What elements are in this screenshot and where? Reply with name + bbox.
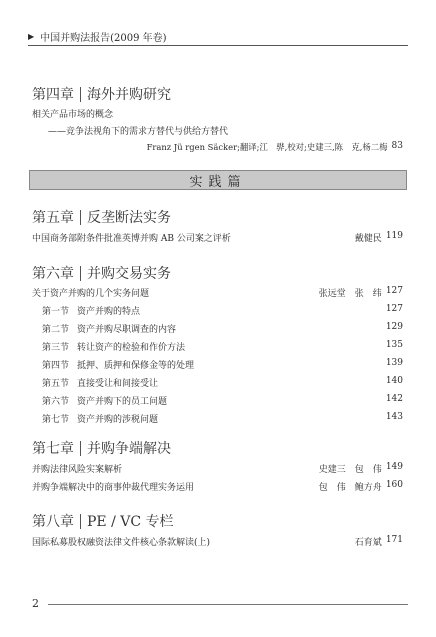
- section-number: 第二节: [42, 325, 70, 335]
- chapter-5-heading: [32, 207, 171, 227]
- header-title: 中国并购法报告(2009 年卷): [40, 33, 167, 44]
- toc-entry-author-line[interactable]: [32, 141, 403, 153]
- toc-entry-author: 张远堂 张 纬: [318, 289, 382, 299]
- chapter-label: 第六章: [32, 266, 74, 282]
- toc-entry-author: 戴健民: [354, 234, 382, 244]
- toc-entry[interactable]: [32, 480, 403, 493]
- toc-entry-page: 171: [385, 535, 403, 545]
- section-page: 127: [385, 304, 403, 314]
- toc-entry-author: 史建三 包 伟: [318, 465, 382, 475]
- toc-section[interactable]: [42, 322, 403, 335]
- chapter-divider: [80, 210, 81, 225]
- section-title: 直接受让和间接受让: [77, 379, 159, 389]
- chapter-label: 第八章: [32, 514, 74, 530]
- section-title: 资产并购尽职调查的内容: [77, 325, 177, 335]
- toc-entry-author: 包 伟 鲍方舟: [318, 483, 382, 493]
- toc-entry[interactable]: [32, 535, 403, 548]
- toc-entry-page: 160: [385, 480, 403, 490]
- chapter-label: 第五章: [32, 210, 74, 226]
- chapter-divider: [80, 87, 81, 102]
- toc-entry-page: 149: [385, 462, 403, 472]
- toc-entry-title: 国际私募股权融资法律文件核心条款解读(上): [32, 538, 211, 548]
- section-title: 抵押、质押和保修金等的处理: [77, 361, 195, 371]
- part-banner: [29, 170, 407, 190]
- triangle-icon: ▶: [28, 32, 35, 41]
- section-page: 139: [385, 358, 403, 368]
- footer-rule: [48, 604, 408, 605]
- section-number: 第五节: [42, 379, 70, 389]
- toc-entry-title: 相关产品市场的概念: [32, 110, 114, 120]
- section-number: 第七节: [42, 415, 70, 425]
- toc-entry-line[interactable]: [32, 107, 403, 120]
- running-header: [28, 29, 167, 44]
- toc-entry-title: 并购争端解决中的商事仲裁代理实务运用: [32, 483, 195, 493]
- chapter-title: 海外并购研究: [87, 87, 171, 103]
- chapter-divider: [80, 266, 81, 281]
- toc-entry[interactable]: [32, 286, 403, 299]
- chapter-divider: [80, 514, 81, 529]
- chapter-title: 并购交易实务: [87, 266, 171, 282]
- toc-entry-subtitle[interactable]: [48, 124, 403, 137]
- toc-entry-page: 83: [391, 141, 403, 151]
- section-number: 第一节: [42, 307, 70, 317]
- chapter-title: 并购争端解决: [87, 441, 171, 457]
- chapter-4-heading: [32, 84, 171, 104]
- header-rule: [28, 45, 408, 46]
- part-title: 实践篇: [189, 174, 247, 190]
- section-page: 142: [385, 394, 403, 404]
- toc-section[interactable]: [42, 394, 403, 407]
- chapter-title: PE / VC 专栏: [87, 514, 174, 530]
- toc-section[interactable]: [42, 304, 403, 317]
- section-number: 第六节: [42, 397, 70, 407]
- toc-section[interactable]: [42, 412, 403, 425]
- toc-entry-title: 并购法律风险实案解析: [32, 465, 123, 475]
- chapter-7-heading: [32, 438, 171, 458]
- toc-section[interactable]: [42, 340, 403, 353]
- chapter-divider: [80, 441, 81, 456]
- toc-entry-author: 石育斌: [354, 538, 382, 548]
- chapter-label: 第七章: [32, 441, 74, 457]
- section-title: 转让资产的检验和作价方法: [77, 343, 186, 353]
- section-number: 第四节: [42, 361, 70, 371]
- section-title: 资产并购下的员工问题: [77, 397, 168, 407]
- page-number: 2: [32, 597, 39, 610]
- toc-entry[interactable]: [32, 462, 403, 475]
- chapter-8-heading: [32, 511, 174, 531]
- section-page: 143: [385, 412, 403, 422]
- section-page: 135: [385, 340, 403, 350]
- section-title: 资产并购的涉税问题: [77, 415, 159, 425]
- toc-entry-author: Franz Jü rgen Säcker;翻译;江 骅,校对;史建三,陈 克,杨二梅: [146, 142, 388, 152]
- toc-section[interactable]: [42, 376, 403, 389]
- chapter-label: 第四章: [32, 87, 74, 103]
- chapter-title: 反垄断法实务: [87, 210, 171, 226]
- section-page: 129: [385, 322, 403, 332]
- toc-entry-title: 关于资产并购的几个实务问题: [32, 289, 150, 299]
- section-title: 资产并购的特点: [77, 307, 141, 317]
- section-page: 140: [385, 376, 403, 386]
- toc-entry[interactable]: [32, 231, 403, 244]
- chapter-6-heading: [32, 263, 171, 283]
- toc-section[interactable]: [42, 358, 403, 371]
- toc-entry-subtitle-text: ——竞争法视角下的需求方替代与供给方替代: [48, 127, 229, 137]
- section-number: 第三节: [42, 343, 70, 353]
- toc-entry-page: 119: [385, 231, 403, 241]
- toc-entry-title: 中国商务部附条件批准英博并购 AB 公司案之评析: [32, 234, 231, 244]
- toc-entry-page: 127: [385, 286, 403, 296]
